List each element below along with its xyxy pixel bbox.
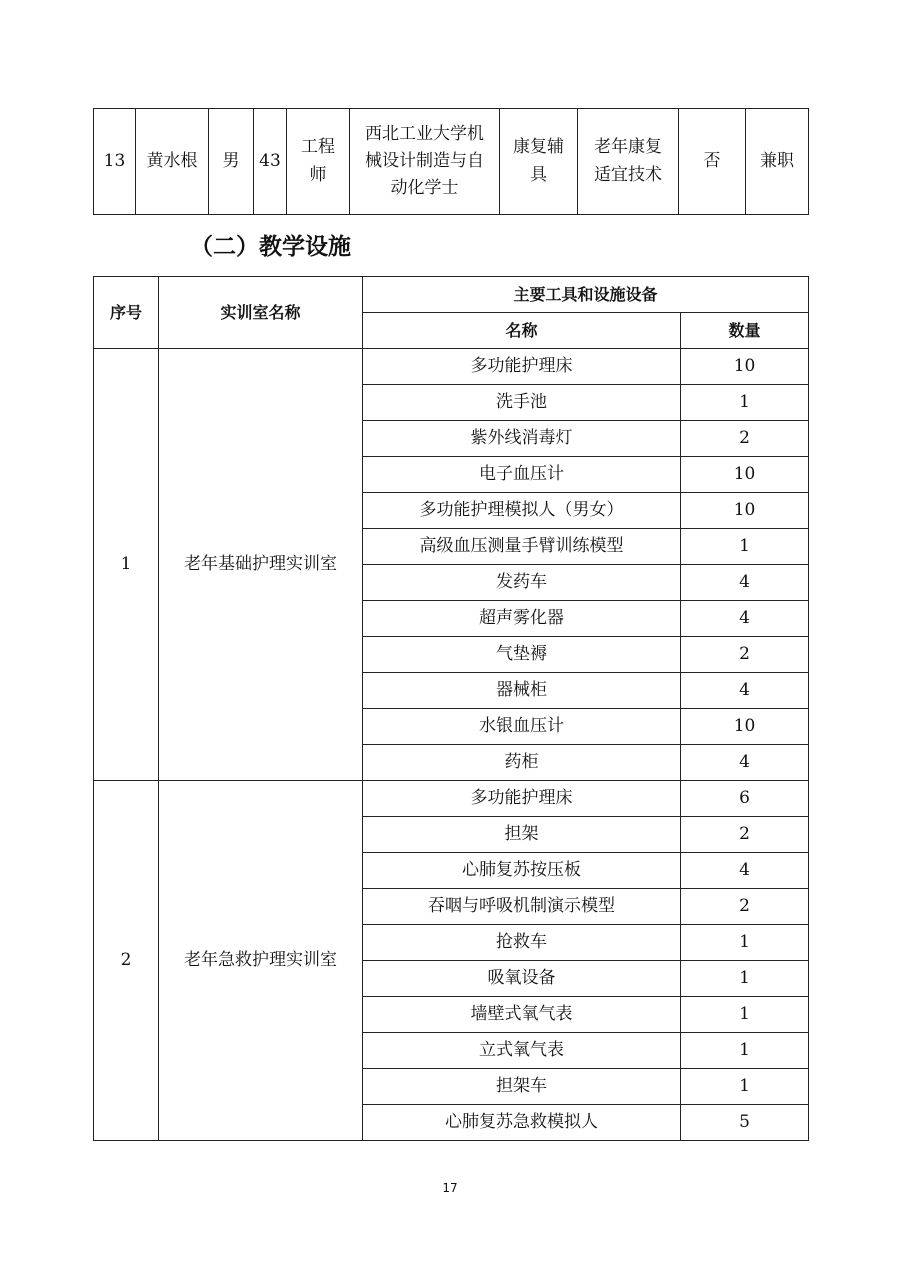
equipment-qty: 4 <box>681 853 809 889</box>
staff-education <box>350 109 500 215</box>
staff-title <box>287 109 350 215</box>
equipment-qty: 4 <box>681 565 809 601</box>
staff-education-line: 西北工业大学机 <box>365 123 484 144</box>
equipment-qty: 5 <box>681 1105 809 1141</box>
equipment-name: 高级血压测量手臂训练模型 <box>363 529 681 565</box>
room-no: 2 <box>94 781 159 1141</box>
staff-age: 43 <box>254 109 287 215</box>
header-equipment-group: 主要工具和设施设备 <box>363 277 809 313</box>
equipment-qty: 1 <box>681 1069 809 1105</box>
room-name: 老年基础护理实训室 <box>159 349 363 781</box>
staff-field-line: 康复辅 <box>513 137 564 158</box>
equipment-qty: 1 <box>681 925 809 961</box>
equipment-name: 气垫褥 <box>363 637 681 673</box>
staff-education-line: 械设计制造与自 <box>365 150 484 171</box>
equipment-qty: 10 <box>681 349 809 385</box>
equipment-qty: 1 <box>681 1033 809 1069</box>
staff-name: 黄水根 <box>136 109 209 215</box>
room-no: 1 <box>94 349 159 781</box>
staff-employment-type: 兼职 <box>746 109 809 215</box>
header-room-name: 实训室名称 <box>159 277 363 349</box>
equipment-name: 吸氧设备 <box>363 961 681 997</box>
equipment-name: 担架车 <box>363 1069 681 1105</box>
table-row <box>94 349 809 385</box>
staff-course <box>578 109 679 215</box>
equipment-name: 器械柜 <box>363 673 681 709</box>
section-title: （二）教学设施 <box>190 234 351 260</box>
header-no: 序号 <box>94 277 159 349</box>
staff-field <box>500 109 578 215</box>
equipment-name: 墙壁式氧气表 <box>363 997 681 1033</box>
header-item-qty: 数量 <box>681 313 809 349</box>
equipment-name: 多功能护理模拟人（男女） <box>363 493 681 529</box>
equipment-name: 抢救车 <box>363 925 681 961</box>
staff-gender: 男 <box>209 109 254 215</box>
equipment-name: 心肺复苏急救模拟人 <box>363 1105 681 1141</box>
facility-header-row <box>94 277 809 313</box>
equipment-name: 电子血压计 <box>363 457 681 493</box>
staff-row <box>94 109 809 215</box>
equipment-name: 立式氧气表 <box>363 1033 681 1069</box>
equipment-qty: 1 <box>681 961 809 997</box>
page-number: 17 <box>442 1181 458 1195</box>
equipment-qty: 2 <box>681 889 809 925</box>
equipment-qty: 1 <box>681 997 809 1033</box>
equipment-qty: 2 <box>681 817 809 853</box>
staff-education-line: 动化学士 <box>390 178 459 199</box>
staff-table <box>93 108 809 215</box>
equipment-name: 洗手池 <box>363 385 681 421</box>
equipment-qty: 6 <box>681 781 809 817</box>
header-item-name: 名称 <box>363 313 681 349</box>
equipment-qty: 10 <box>681 493 809 529</box>
equipment-qty: 10 <box>681 457 809 493</box>
table-row <box>94 781 809 817</box>
equipment-name: 多功能护理床 <box>363 349 681 385</box>
facility-table <box>93 276 809 1141</box>
equipment-name: 紫外线消毒灯 <box>363 421 681 457</box>
room-name: 老年急救护理实训室 <box>159 781 363 1141</box>
equipment-qty: 1 <box>681 529 809 565</box>
equipment-qty: 2 <box>681 637 809 673</box>
staff-no: 13 <box>94 109 136 215</box>
facility-body <box>94 349 809 1141</box>
equipment-qty: 10 <box>681 709 809 745</box>
equipment-name: 心肺复苏按压板 <box>363 853 681 889</box>
equipment-qty: 4 <box>681 745 809 781</box>
equipment-name: 超声雾化器 <box>363 601 681 637</box>
equipment-name: 发药车 <box>363 565 681 601</box>
equipment-name: 药柜 <box>363 745 681 781</box>
equipment-name: 水银血压计 <box>363 709 681 745</box>
equipment-qty: 4 <box>681 601 809 637</box>
equipment-qty: 4 <box>681 673 809 709</box>
staff-course-line: 老年康复 <box>594 137 662 158</box>
staff-title-line: 工程 <box>301 137 335 158</box>
staff-dual-qualified: 否 <box>679 109 746 215</box>
equipment-qty: 1 <box>681 385 809 421</box>
equipment-name: 担架 <box>363 817 681 853</box>
staff-field-line: 具 <box>530 164 547 185</box>
staff-course-line: 适宜技术 <box>594 164 662 185</box>
equipment-name: 吞咽与呼吸机制演示模型 <box>363 889 681 925</box>
equipment-name: 多功能护理床 <box>363 781 681 817</box>
staff-title-line: 师 <box>309 164 327 185</box>
equipment-qty: 2 <box>681 421 809 457</box>
